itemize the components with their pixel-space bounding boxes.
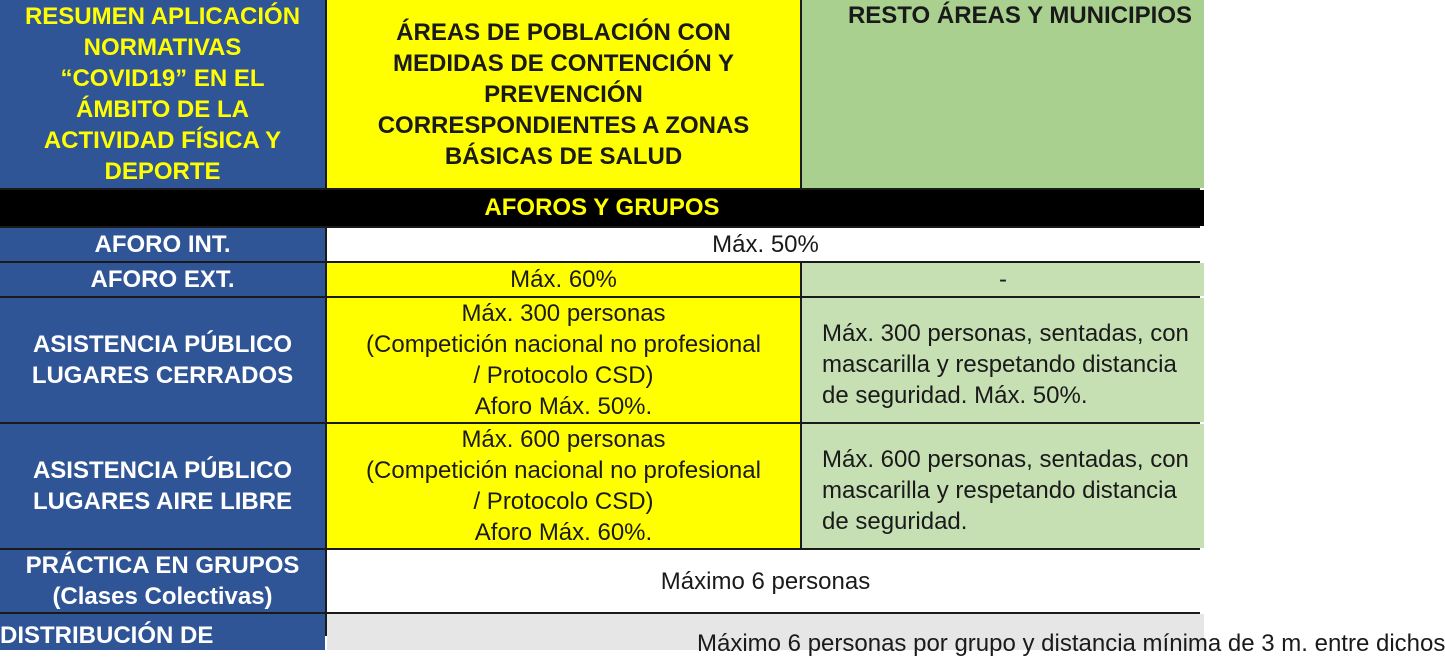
row-value-line: mascarilla y respetando distancia (822, 351, 1177, 378)
header-rest-label: RESTO ÁREAS Y MUNICIPIOS (847, 2, 1193, 29)
table-title-line: ACTIVIDAD FÍSICA Y (43, 127, 282, 154)
row-value-line: Aforo Máx. 50%. (474, 393, 653, 420)
row-value-practica-grupos (327, 550, 1204, 612)
row-label-line: ASISTENCIA PÚBLICO (32, 331, 293, 358)
row-label-line: PRÁCTICA EN GRUPOS (25, 552, 300, 579)
row-value-line: (Competición nacional no profesional (366, 331, 761, 358)
row-zone-asistencia-cerrados (327, 298, 800, 422)
row-label-asistencia-cerrados (0, 298, 325, 422)
row-label-line: LUGARES AIRE LIBRE (32, 488, 293, 515)
table-title-cell (0, 0, 325, 188)
row-value-line: Máx. 600 personas, sentadas, con (822, 446, 1189, 473)
header-zone-line: PREVENCIÓN (484, 80, 643, 108)
row-label-practica-grupos (0, 550, 325, 612)
header-zone-line: ÁREAS DE POBLACIÓN CON (396, 18, 731, 46)
row-label: AFORO INT. (94, 231, 231, 258)
row-value-line: de seguridad. Máx. 50%. (822, 382, 1088, 409)
row-label-aforo-ext (0, 263, 325, 296)
row-label-line: ASISTENCIA PÚBLICO (32, 457, 293, 484)
row-rest-aforo-ext (802, 263, 1204, 296)
header-zone-line: MEDIDAS DE CONTENCIÓN Y (393, 49, 734, 77)
row-value-line: Aforo Máx. 60%. (474, 519, 653, 546)
table-title-line: “COVID19” EN EL (60, 65, 265, 92)
row-value: Máximo 6 personas por grupo y distancia mínima de 3 m. entre dichos (697, 630, 1445, 657)
table-title-line: ÁMBITO DE LA (76, 96, 249, 123)
row-rest-asistencia-cerrados (802, 298, 1204, 422)
row-value-line: / Protocolo CSD) (473, 488, 654, 515)
header-zone-column (327, 0, 800, 188)
row-label: AFORO EXT. (90, 266, 235, 293)
row-label: DISTRIBUCIÓN DE (0, 621, 214, 649)
header-zone-line: CORRESPONDIENTES A ZONAS (377, 111, 750, 139)
row-label-line: LUGARES CERRADOS (31, 362, 294, 389)
row-label-distribucion (0, 614, 325, 650)
row-value: Máx. 50% (712, 231, 819, 258)
row-value: Máximo 6 personas (660, 567, 871, 595)
row-value-line: / Protocolo CSD) (473, 362, 654, 389)
row-label-line: (Clases Colectivas) (52, 583, 273, 610)
header-rest-column (802, 0, 1204, 188)
table-title-line: RESUMEN APLICACIÓN (24, 3, 301, 30)
header-zone-line: BÁSICAS DE SALUD (444, 142, 683, 170)
row-value-line: Máx. 300 personas, sentadas, con (822, 320, 1189, 347)
row-value-distribucion (327, 614, 1445, 657)
row-label-asistencia-aire-libre (0, 424, 325, 548)
row-rest-asistencia-aire-libre (802, 424, 1204, 548)
section-title-bar (0, 190, 1204, 226)
row-zone-asistencia-aire-libre (327, 424, 800, 548)
section-title: AFOROS Y GRUPOS (484, 194, 720, 221)
row-value-line: de seguridad. (822, 508, 968, 535)
row-value-line: (Competición nacional no profesional (366, 457, 761, 484)
row-value-line: mascarilla y respetando distancia (822, 477, 1177, 504)
row-value: Máx. 60% (510, 266, 617, 293)
row-value-aforo-int (327, 228, 1204, 261)
table-title-line: DEPORTE (104, 158, 221, 185)
table-title-line: NORMATIVAS (83, 34, 242, 61)
row-value-line: Máx. 300 personas (461, 300, 666, 327)
row-value-line: Máx. 600 personas (461, 426, 666, 453)
row-label-aforo-int (0, 228, 325, 261)
row-zone-aforo-ext (327, 263, 800, 296)
row-value: - (999, 266, 1007, 293)
